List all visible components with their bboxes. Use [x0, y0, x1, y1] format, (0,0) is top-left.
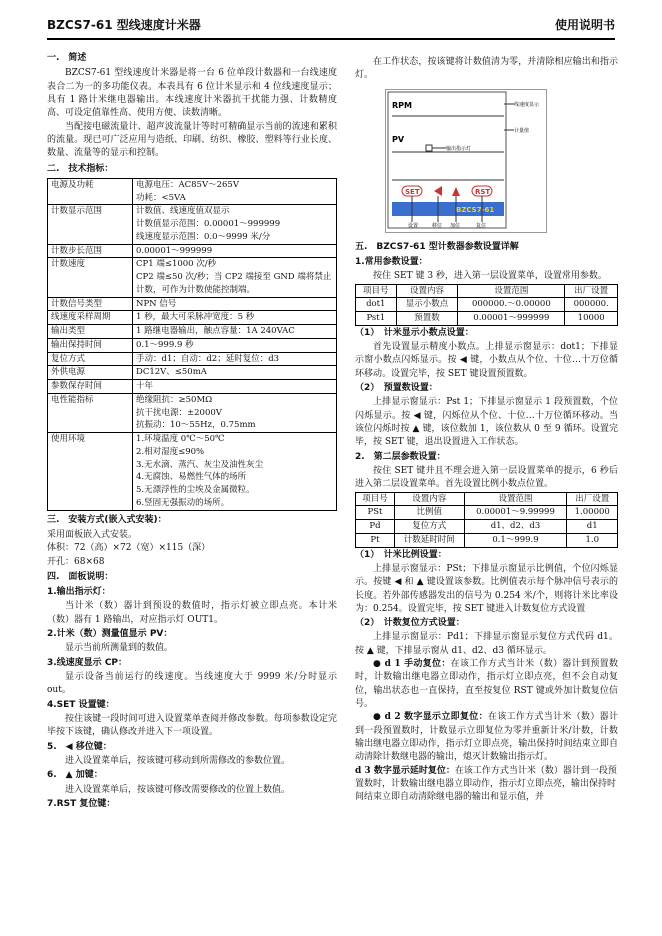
callout-count: 计量值 — [514, 127, 530, 134]
spec-key: 计数显示范围 — [48, 205, 133, 244]
callout-led: 输出指示灯 — [446, 145, 472, 152]
spec-value-line: 0.1～999.9 秒 — [136, 339, 194, 350]
panel-item-6-text: 进入设置菜单后，按该键可修改需要修改的位置上数值。 — [65, 784, 291, 795]
pv-label: PV — [392, 134, 405, 144]
table-cell: 1.0 — [567, 533, 618, 547]
spec-key: 计数信号类型 — [48, 297, 133, 311]
spec-row — [48, 338, 337, 352]
d2-text: 在该工作方式当计米（数）器计到一段预置数时，计数显示立即复位为零并重新计米/计数，计数输出继电器立即动作，指示灯立即点亮，输出保持时间结束立即自动清除计数继电器的输出，熄灭计数输出指示灯。 — [355, 712, 618, 763]
table-cell: Pd — [356, 520, 395, 534]
spec-value — [133, 352, 337, 366]
spec-value-line: 1.环境温度 0℃～50℃ — [136, 434, 225, 445]
spec-row — [48, 297, 337, 311]
spec-value-line: DC12V、≤50mA — [136, 367, 207, 378]
spec-key: 电源及功耗 — [48, 178, 133, 205]
table-header-cell: 出厂设置 — [567, 492, 618, 506]
spec-value-line: 电源电压：AC85V～265V — [136, 179, 239, 190]
spec-value — [133, 244, 337, 258]
panel-item-5-title: 5. ◀ 移位键： — [47, 741, 112, 752]
section-1-para-2: 当配接电磁流量计、超声波流量计等时可精确显示当前的流速和累积的流量。现已可广泛应用与造纸、印刷、纺织、橡胶、塑料等行业长度、数量、流量等的显示和控制。 — [47, 121, 337, 159]
spec-value-line: 抗振动：10～55Hz，0.75mm — [136, 420, 256, 431]
table-cell: 预置数 — [396, 312, 458, 326]
preset-text: 上排显示窗显示：Pst 1；下排显示窗显示 1 段预置数，个位闪烁显示。按 ◀ 键，闪烁位从个位、十位…十万位循环移动。当该位闪烁时按 ▲ 键，该位数加 1，该位数从 0 至 9 循环。设置完毕，按 SET 键，退出设置进入工作状态。 — [355, 397, 618, 448]
table-cell: 0.1～999.9 — [464, 533, 567, 547]
table-cell: d1 — [567, 520, 618, 534]
panel-item-2-text: 显示当前所测量到的数值。 — [65, 643, 174, 654]
table-cell: Pt — [356, 533, 395, 547]
d1-paragraph — [355, 658, 618, 711]
table-row — [356, 298, 618, 312]
spec-value-line: 功耗：<5VA — [136, 192, 186, 203]
panel-item-6-title: 6. ▲ 加键： — [47, 770, 103, 781]
spec-value-line: 计数值显示范围：0.00001～999999 — [136, 219, 281, 230]
spec-row — [48, 433, 337, 511]
panel-item-3-text: 显示设备当前运行的线速度。当线速度大于 9999 米/分时显示 out。 — [47, 672, 337, 696]
callout-reset: 复位 — [476, 222, 487, 229]
model-label: BZCS7-61 — [456, 205, 495, 214]
spec-value-line: 计数值、线速度值双显示 — [136, 206, 230, 217]
spec-value — [133, 258, 337, 297]
common-params-text: 按住 SET 键 3 秒，进入第一层设置菜单，设置常用参数。 — [373, 271, 607, 282]
common-params-table — [355, 284, 618, 326]
table-header-cell: 设置内容 — [396, 284, 458, 298]
table-cell: d1、d2、d3 — [464, 520, 567, 534]
d1-title: ● d 1 手动复位： — [373, 659, 451, 670]
table-header-cell: 出厂设置 — [565, 284, 618, 298]
spec-value — [133, 338, 337, 352]
spec-key: 输出类型 — [48, 325, 133, 339]
table-header-cell: 项目号 — [356, 284, 397, 298]
table-cell: dot1 — [356, 298, 397, 312]
spec-value-line: 4.无腐蚀、易燃性气体的场所 — [136, 472, 247, 483]
preset-title: （2） 预置数设置： — [355, 383, 438, 394]
spec-row — [48, 380, 337, 394]
d3-paragraph — [355, 765, 618, 805]
spec-row — [48, 352, 337, 366]
rst-description: 在工作状态，按该键将计数值清为零，并清除相应输出和指示灯。 — [355, 57, 618, 81]
spec-row — [48, 205, 337, 244]
table-cell: 复位方式 — [394, 520, 464, 534]
callout-shift: 移位 — [432, 222, 443, 229]
table-cell: 10000 — [565, 312, 618, 326]
spec-key: 电性能指标 — [48, 393, 133, 432]
spec-row — [48, 244, 337, 258]
spec-value-line: 3.无水滴、蒸汽、灰尘及油性灰尘 — [136, 459, 264, 470]
panel-item-2-title: 2.计米（数）测量值显示 PV： — [47, 629, 173, 640]
table-row — [356, 312, 618, 326]
panel-item-3-title: 3.线速度显示 CP： — [47, 657, 128, 668]
table-cell: 000000. — [565, 298, 618, 312]
section-4-title: 四. 面板说明： — [47, 571, 114, 582]
table-cell: 000000.～0.00000 — [458, 298, 565, 312]
spec-value — [133, 178, 337, 205]
spec-value — [133, 380, 337, 394]
spec-row — [48, 178, 337, 205]
spec-key: 输出保持时间 — [48, 338, 133, 352]
panel-diagram — [385, 89, 547, 233]
spec-value — [133, 297, 337, 311]
spec-key: 计数速度 — [48, 258, 133, 297]
panel-item-5-text: 进入设置菜单后，按该键可移动到所需修改的参数位置。 — [65, 755, 291, 766]
table-cell: 比例值 — [394, 506, 464, 520]
spec-value-line: 线速度显示范围：0.0～9999 米/分 — [136, 231, 271, 242]
common-params-title: 1.常用参数设置： — [355, 256, 428, 267]
decimal-title: （1） 计米显示小数点设置： — [355, 327, 474, 338]
section-1-title: 一. 简述 — [47, 53, 87, 63]
spec-value — [133, 433, 337, 511]
section-5-title: 五. BZCS7-61 型计数器参数设置详解 — [355, 241, 519, 252]
rpm-label: RPM — [392, 100, 412, 110]
panel-diagram-svg — [386, 90, 546, 232]
d3-text: 在该工作方式当计米（数）器计到一段预置数时，计数输出继电器立即动作，指示灯立即点亮，输出保持时间结束立即自动清除继电器的输出和显示值，并 — [355, 765, 617, 803]
spec-row — [48, 366, 337, 380]
reset-mode-title: （2） 计数复位方式设置： — [355, 618, 465, 629]
spec-value — [133, 205, 337, 244]
reset-mode-text: 上排显示窗显示：Pd1；下排显示窗显示复位方式代码 d1。按 ▲ 键，下排显示窗从 d1、d2、d3 循环显示。 — [355, 632, 618, 656]
table-cell: 0.00001～999999 — [458, 312, 565, 326]
set-key-label: SET — [405, 187, 420, 196]
install-line-2: 体积：72（高）×72（宽）×115（深） — [47, 543, 211, 554]
spec-key: 外供电源 — [48, 366, 133, 380]
spec-row — [48, 393, 337, 432]
install-line-3: 开孔：68×68 — [47, 556, 105, 567]
table-cell: 0.00001～9.99999 — [464, 506, 567, 520]
d3-title: d 3 数字显示延时复位： — [355, 765, 455, 776]
header-title: BZCS7-61 型线速度计米器 — [47, 18, 201, 32]
panel-item-1-title: 1.输出指示灯： — [47, 587, 111, 598]
spec-value — [133, 366, 337, 380]
table-header-cell: 设置内容 — [394, 492, 464, 506]
right-column — [355, 56, 618, 805]
left-column — [47, 50, 337, 812]
spec-table — [47, 178, 337, 511]
spec-value-line: 2.相对湿度≤90% — [136, 446, 205, 457]
section-3-title: 三. 安装方式(嵌入式安装)： — [47, 514, 167, 525]
d1-text: 在该工作方式当计米（数）器计到预置数时，计数输出继电器立即动作，指示灯立即点亮，但不会自动复位，输出状态也一直保持，直至按复位 RST 键或外加计数复位信号。 — [355, 659, 618, 709]
layer2-title: 2. 第二层参数设置： — [355, 451, 446, 462]
layer2-text: 按住 SET 键并且不理会进入第一层设置菜单的提示，6 秒后进入第二层设置菜单。首先设置比例小数点位置。 — [355, 465, 618, 490]
callout-speed: 线速度显示 — [514, 101, 540, 108]
spec-key: 线速度采样周期 — [48, 311, 133, 325]
ratio-text: 上排显示窗显示：PSt；下排显示窗显示比例值，个位闪烁显示。按键 ◀ 和 ▲ 键设置该参数。比例值表示每个脉冲信号表示的长度。若外部传感器发出的信号为 0.254 米/个，则将计米比率设为：0.254。设置完毕，按 SET 键进入计数复位方式设置 — [355, 563, 618, 614]
spec-value — [133, 325, 337, 339]
ratio-title: （1） 计米比例设置： — [355, 549, 447, 560]
section-1-para-1: BZCS7-61 型线速度计米器是将一台 6 位单段计数器和一台线速度表合二为一的多功能仪表。本表具有 6 位计米显示和 4 位线速度显示；具有 1 路计米继电器输出。本线速度计米器抗干扰能力强、计数精度高、可设定值靠性高、使用方便、读数清晰。 — [47, 68, 337, 119]
table-header-cell: 设置范围 — [458, 284, 565, 298]
table-row — [356, 520, 618, 534]
spec-key: 计数步长范围 — [48, 244, 133, 258]
panel-item-4-title: 4.SET 设置键： — [47, 699, 115, 710]
table-cell: 计数延时时间 — [394, 533, 464, 547]
spec-value-line: 5.无漂浮性的尘埃及金属微粒。 — [136, 485, 255, 496]
spec-value-line: 十年 — [136, 381, 154, 392]
d2-title: ● d 2 数字显示立即复位： — [373, 712, 488, 723]
spec-row — [48, 258, 337, 297]
decimal-text: 首先设置显示精度小数点。上排显示窗显示：dot1；下排显示窗小数点闪烁显示。按 ◀ 键，小数点从个位、十位…十万位循环移动。设置完毕，按 SET 键设置预置数。 — [355, 342, 618, 379]
spec-value-line: 0.00001～999999 — [136, 245, 213, 256]
layer2-params-table — [355, 492, 618, 548]
panel-item-4-text: 按住该键一段时间可进入设置菜单查阅并修改参数。每项参数设定完毕按下该键，确认修改并进入下一项设置。 — [47, 713, 337, 738]
spec-value-line: CP2 端≤50 次/秒；当 CP2 端接至 GND 端将禁止计数，可作为计数使能控制端。 — [136, 272, 332, 295]
section-2-title: 二. 技术指标： — [47, 163, 114, 174]
page-header — [47, 14, 615, 40]
table-cell: Pst1 — [356, 312, 397, 326]
table-row — [356, 533, 618, 547]
header-doc-type: 使用说明书 — [554, 18, 615, 32]
rst-key-label: RST — [475, 187, 491, 196]
d2-paragraph — [355, 711, 618, 764]
spec-value-line: 6.竖固无强振动的场所。 — [136, 497, 230, 508]
out1-led — [426, 145, 432, 151]
spec-row — [48, 325, 337, 339]
callout-add: 加位 — [450, 222, 461, 229]
spec-value-line: CP1 端≤1000 次/秒 — [136, 259, 217, 270]
spec-value-line: 1 秒，最大可采脉冲宽度：5 秒 — [136, 312, 255, 323]
spec-key: 使用环境 — [48, 433, 133, 511]
spec-value-line: 绝缘阻抗：≥50MΩ — [136, 394, 213, 405]
spec-value — [133, 393, 337, 432]
spec-key: 复位方式 — [48, 352, 133, 366]
spec-value — [133, 311, 337, 325]
panel-item-7-title: 7.RST 复位键： — [47, 798, 116, 809]
table-header-cell: 项目号 — [356, 492, 395, 506]
table-cell: 1.00000 — [567, 506, 618, 520]
table-cell: 显示小数点 — [396, 298, 458, 312]
spec-row — [48, 311, 337, 325]
table-row — [356, 506, 618, 520]
spec-value-line: NPN 信号 — [136, 298, 177, 309]
spec-value-line: 抗干扰电源：±2000V — [136, 407, 222, 418]
spec-value-line: 手动：d1；自动：d2；延时复位：d3 — [136, 353, 280, 364]
spec-key: 参数保存时间 — [48, 380, 133, 394]
panel-item-1-text: 当计米（数）器计到预设的数值时，指示灯被立即点亮。本计米（数）器有 1 路输出，对应指示灯 OUT1。 — [47, 601, 337, 625]
callout-set: 设置 — [408, 222, 419, 229]
spec-value-line: 1 路继电器输出，触点容量：1A 240VAC — [136, 326, 295, 337]
table-cell: PSt — [356, 506, 395, 520]
table-header-cell: 设置范围 — [464, 492, 567, 506]
install-line-1: 采用面板嵌入式安装。 — [47, 529, 138, 540]
